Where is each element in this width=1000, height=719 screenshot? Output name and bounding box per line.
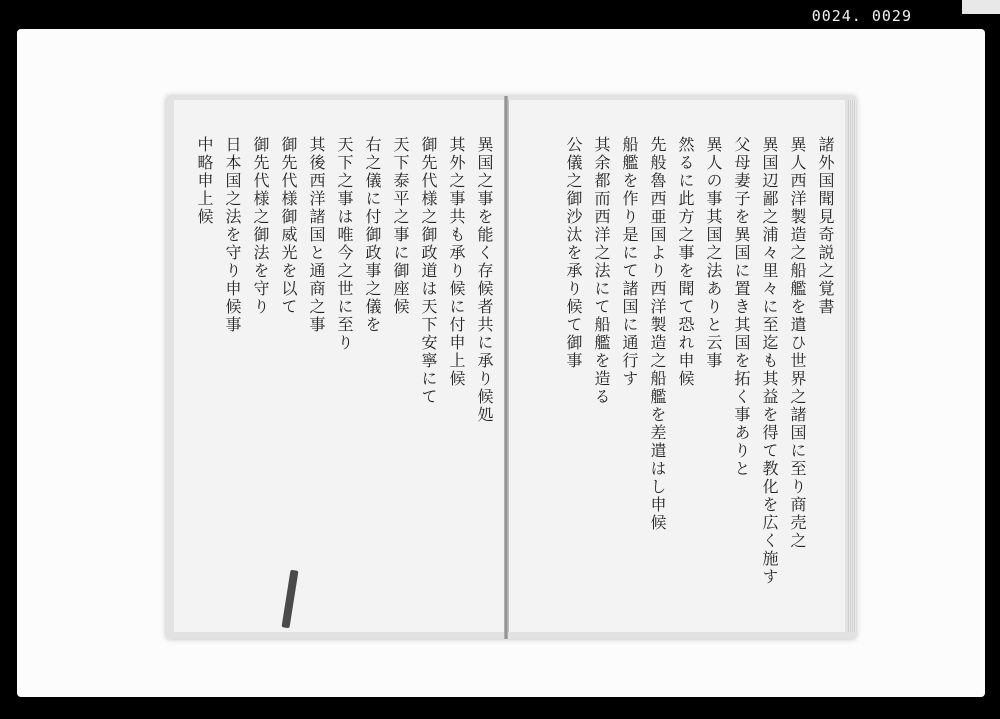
right_page-line: 公儀之御沙汰を承り候て御事 xyxy=(564,136,583,370)
left_page-line: 其外之事共も承り候に付申上候 xyxy=(447,136,466,388)
right_page-line: 異人の事其国之法ありと云事 xyxy=(704,136,723,370)
right_page-line: 然るに此方之事を聞て恐れ申候 xyxy=(676,136,695,388)
left_page-line: 中略申上候 xyxy=(195,136,214,226)
right_page-line: 諸外国聞見奇説之覚書 xyxy=(816,136,835,316)
left-page-text xyxy=(190,136,498,606)
page-edges xyxy=(848,100,856,632)
left_page-line: 異国之事を能く存候者共に承り候処 xyxy=(475,136,494,424)
left_page-line: 右之儀に付御政事之儀を xyxy=(363,136,382,334)
left_page-line: 御先代様之御政道は天下安寧にて xyxy=(419,136,438,406)
left_page-line: 天下之事は唯今之世に至り xyxy=(335,136,354,352)
frame-number: 0024. 0029 xyxy=(811,7,912,25)
left-page xyxy=(174,100,505,632)
left_page-line: 天下泰平之事に御座候 xyxy=(391,136,410,316)
corner-tab xyxy=(962,0,1000,14)
right-page-text xyxy=(559,136,839,606)
right_page-line: 異国辺鄙之浦々里々に至迄も其益を得て教化を広く施す xyxy=(760,136,779,586)
right_page-line: 先般魯西亜国より西洋製造之船艦を差遣はし申候 xyxy=(648,136,667,532)
left_page-line: 其後西洋諸国と通商之事 xyxy=(307,136,326,334)
right_page-line: 父母妻子を異国に置き其国を拓く事ありと xyxy=(732,136,751,478)
right_page-line: 異人西洋製造之船艦を遣ひ世界之諸国に至り商売之 xyxy=(788,136,807,550)
right-page xyxy=(508,100,845,632)
right_page-line: 船艦を作り是にて諸国に通行す xyxy=(620,136,639,388)
left_page-line: 日本国之法を守り申候事 xyxy=(223,136,242,334)
right_page-line: 其余都而西洋之法にて船艦を造る xyxy=(592,136,611,406)
left_page-line: 御先代様御威光を以て xyxy=(279,136,298,316)
left_page-line: 御先代様之御法を守り xyxy=(251,136,270,316)
open-book xyxy=(166,96,856,639)
